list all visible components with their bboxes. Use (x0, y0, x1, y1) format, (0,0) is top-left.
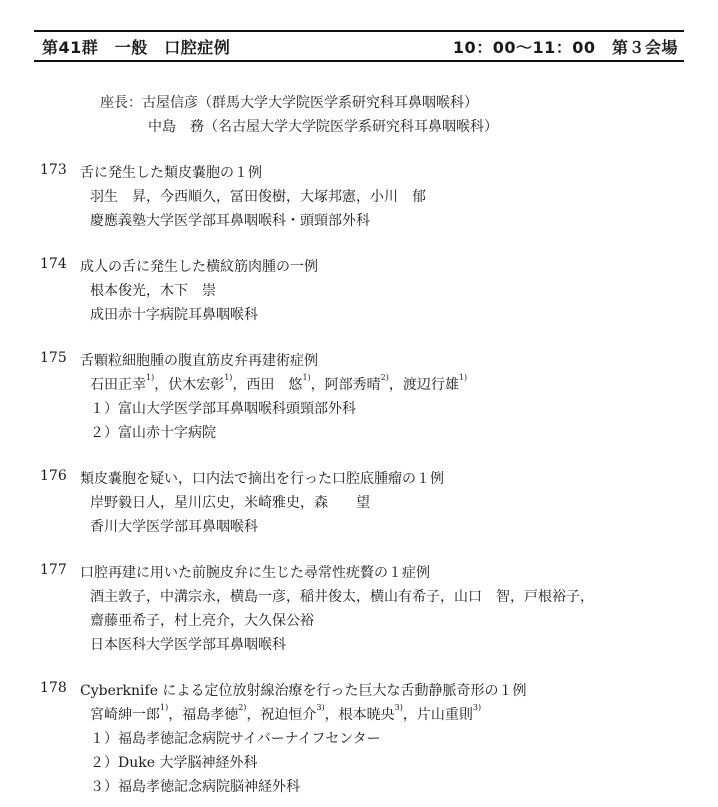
entry-affiliation: １）富山大学医学部耳鼻咽喉科頭頸部外科 (90, 401, 356, 417)
chair-line-2 (148, 116, 498, 136)
entry-authors: 酒主敦子，中溝宗永，横島一彦，稲井俊太，横山有希子，山口 智，戸根裕子， (90, 589, 594, 605)
abstract-entry-177 (40, 562, 700, 658)
session-title: 第41群 一般 口腔症例 (42, 38, 231, 57)
author-name: ，伏木宏彰 (154, 377, 225, 393)
entry-number: 175 (40, 350, 67, 366)
chair-line-1 (100, 92, 478, 112)
entry-title: 舌に発生した類皮嚢胞の１例 (80, 165, 262, 181)
author-affil-mark: 1) (458, 373, 468, 382)
abstract-entry-173 (40, 162, 700, 234)
author-affil-mark: 1) (224, 373, 233, 382)
entry-title: 口腔再建に用いた前腕皮弁に生じた尋常性疣贅の１症例 (80, 565, 430, 581)
author-affil-mark: 1) (146, 373, 155, 382)
entry-affiliation: 香川大学医学部耳鼻咽喉科 (90, 519, 258, 535)
entry-affiliation: 成田赤十字病院耳鼻咽喉科 (90, 307, 258, 323)
author-name: ，西田 悠 (232, 377, 303, 393)
session-header (34, 30, 684, 62)
entry-number: 177 (40, 562, 67, 578)
author-affil-mark: 2) (238, 703, 247, 712)
author-name: ，渡辺行雄 (388, 377, 459, 393)
author-name: ，福島孝徳 (168, 707, 239, 723)
entry-title: 類皮嚢胞を疑い，口内法で摘出を行った口腔底腫瘤の１例 (80, 471, 444, 487)
entry-affiliation: ２）富山赤十字病院 (90, 425, 216, 441)
abstract-entry-178 (40, 680, 700, 800)
author-affil-mark: 1) (302, 373, 311, 382)
session-time-room: 10：00〜11：00 第３会場 (452, 38, 678, 57)
entry-affiliation: ３）福島孝徳記念病院脳神経外科 (90, 779, 300, 795)
chair-person-2: 中島 務（名古屋大学大学院医学系研究科耳鼻咽喉科） (148, 119, 498, 135)
entry-affiliation: １）福島孝徳記念病院サイバーナイフセンター (90, 731, 381, 747)
entry-number: 178 (40, 680, 67, 696)
chair-label: 座長： (100, 95, 142, 111)
author-name: ，阿部秀晴 (310, 377, 381, 393)
entry-affiliation: 日本医科大学医学部耳鼻咽喉科 (90, 637, 286, 653)
entry-number: 173 (40, 162, 67, 178)
author-affil-mark: 1) (160, 703, 169, 712)
abstract-entry-176 (40, 468, 700, 540)
author-affil-mark: 3) (394, 703, 403, 712)
abstract-entry-174 (40, 256, 700, 328)
author-name: ，祝迫恒介 (246, 707, 317, 723)
entry-number: 174 (40, 256, 67, 272)
entry-title: Cyberknife による定位放射線治療を行った巨大な舌動静脈奇形の１例 (80, 683, 527, 699)
author-affil-mark: 3) (472, 703, 482, 712)
chair-person-1: 古屋信彦（群馬大学大学院医学系研究科耳鼻咽喉科） (142, 95, 478, 111)
entry-authors: 根本俊光，木下 崇 (90, 283, 216, 299)
author-affil-mark: 2) (380, 373, 389, 382)
author-name: 石田正幸 (90, 377, 146, 393)
entry-title: 成人の舌に発生した横紋筋肉腫の一例 (80, 259, 318, 275)
entry-title: 舌顆粒細胞腫の腹直筋皮弁再建術症例 (80, 353, 318, 369)
author-name: ，根本暁央 (324, 707, 395, 723)
entry-affiliation: ２）Duke 大学脳神経外科 (90, 755, 258, 771)
author-affil-mark: 3) (316, 703, 325, 712)
author-name: 宮崎紳一郎 (90, 707, 160, 723)
entry-number: 176 (40, 468, 67, 484)
entry-authors-continued: 齋藤亜希子，村上亮介，大久保公裕 (90, 613, 314, 629)
entry-authors (40, 374, 700, 398)
author-name: ，片山重則 (402, 707, 473, 723)
abstract-entry-175 (40, 350, 700, 446)
entry-authors (40, 704, 700, 728)
entry-affiliation: 慶應義塾大学医学部耳鼻咽喉科・頭頸部外科 (90, 213, 370, 229)
entry-authors: 羽生 昇，今西順久，冨田俊樹，大塚邦憲，小川 郁 (90, 189, 426, 205)
entry-authors: 岸野毅日人，星川広史，米崎雅史，森 望 (90, 495, 370, 511)
